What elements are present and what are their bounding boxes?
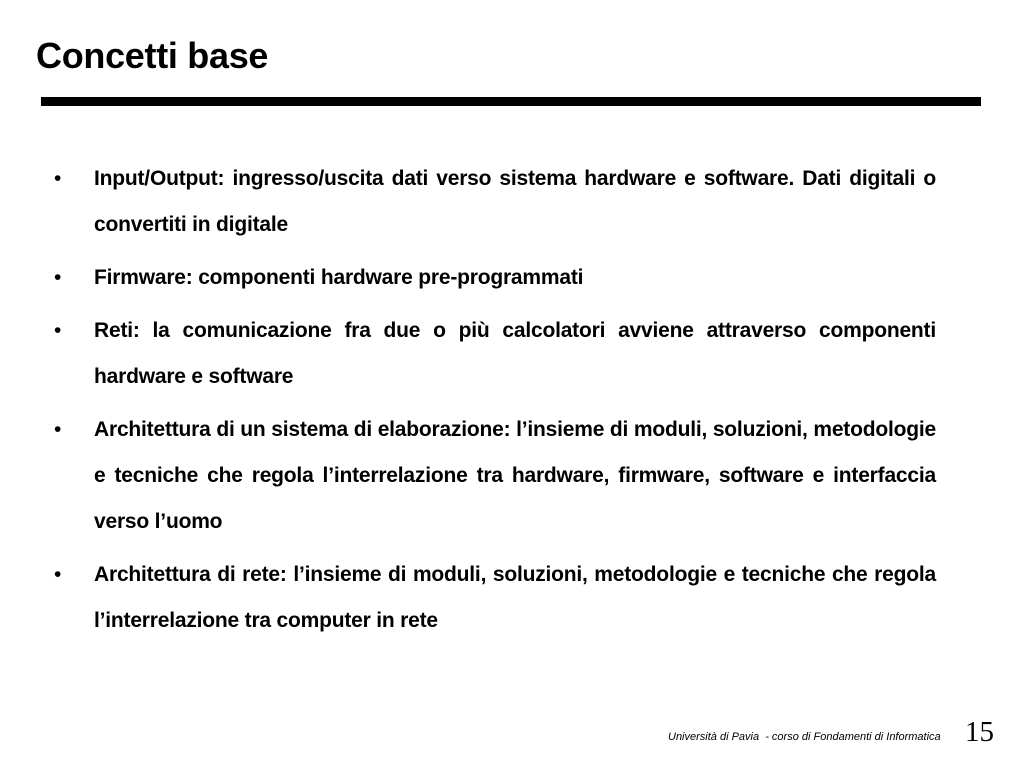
bullet-text: Input/Output: ingresso/uscita dati verso sistema hardware e software. Dati digitali o convertiti in digitale xyxy=(94,167,936,236)
title-underline xyxy=(41,97,981,106)
bullet-icon: • xyxy=(54,418,62,441)
bullet-item xyxy=(54,156,936,248)
bullet-icon: • xyxy=(54,563,62,586)
bullet-text: Reti: la comunicazione fra due o più calcolatori avviene attraverso componenti hardware e software xyxy=(94,319,936,388)
slide-title: Concetti base xyxy=(36,35,269,76)
bullet-item xyxy=(54,255,936,301)
bullet-icon: • xyxy=(54,167,62,190)
footer-text: Università di Pavia - corso di Fondamenti di Informatica xyxy=(668,731,941,743)
bullet-list xyxy=(54,156,936,651)
bullet-text: Firmware: componenti hardware pre-programmati xyxy=(94,266,584,289)
bullet-text: Architettura di un sistema di elaborazione: l’insieme di moduli, soluzioni, metodologie e tecniche che regola l’interrelazione tra hardware, firmware, software e interfaccia verso l’uomo xyxy=(94,418,936,533)
bullet-text: Architettura di rete: l’insieme di moduli, soluzioni, metodologie e tecniche che regola l’interrelazione tra computer in rete xyxy=(94,563,936,632)
bullet-item xyxy=(54,552,936,644)
page-number: 15 xyxy=(965,716,994,748)
bullet-item xyxy=(54,407,936,545)
bullet-icon: • xyxy=(54,319,62,342)
bullet-icon: • xyxy=(54,266,62,289)
bullet-item xyxy=(54,308,936,400)
